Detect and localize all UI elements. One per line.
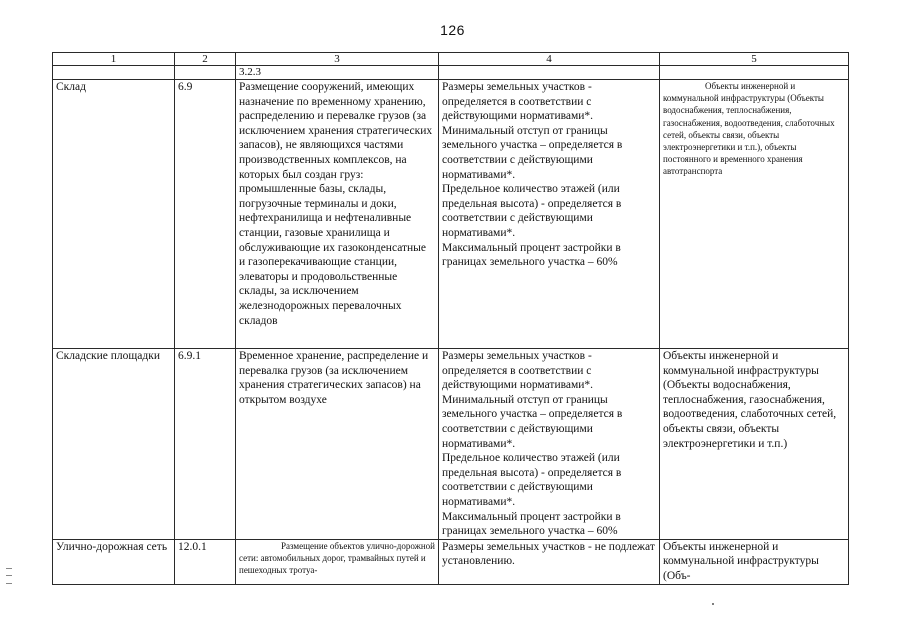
scan-speck <box>712 603 714 605</box>
use-name: Склад <box>53 80 175 349</box>
use-name: Складские площадки <box>53 349 175 540</box>
table-row <box>53 80 849 349</box>
parameter-line: Максимальный процент застройки в границах земельного участка – 60% <box>442 241 621 269</box>
use-parameters <box>439 80 660 349</box>
column-number: 2 <box>175 53 236 66</box>
parameter-line: Предельное количество этажей (или предельная высота) - определяется в соответствии с действующими нормативами*. <box>442 183 622 239</box>
column-number: 4 <box>439 53 660 66</box>
use-parameters <box>439 349 660 540</box>
parameter-line: Предельное количество этажей (или предельная высота) - определяется в соответствии с действующими нормативами*. <box>442 452 622 508</box>
column-number: 3 <box>236 53 439 66</box>
parameter-line: Размеры земельных участков - определяется в соответствии с действующими нормативами*. <box>442 350 594 392</box>
use-code: 6.9 <box>175 80 236 349</box>
empty-cell <box>439 66 660 80</box>
land-use-table <box>52 52 849 585</box>
section-code: 3.2.3 <box>236 66 439 80</box>
section-row <box>53 66 849 80</box>
use-description-text: Размещение объектов улично-дорожной сети: автомобильных дорог, трамвайных путей и пешеходных тротуа- <box>239 540 435 576</box>
page-number: 126 <box>440 22 465 38</box>
parameter-line: Размеры земельных участков - определяется в соответствии с действующими нормативами*. <box>442 81 594 123</box>
margin-mark <box>6 568 12 584</box>
empty-cell <box>175 66 236 80</box>
column-number-row <box>53 53 849 66</box>
empty-cell <box>660 66 849 80</box>
parameter-line: Минимальный отступ от границы земельного участка – определяется в соответствии с действующими нормативами*. <box>442 124 623 181</box>
parameter-line: Размеры земельных участков - не подлежат установлению. <box>442 540 655 568</box>
use-code: 12.0.1 <box>175 539 236 584</box>
parameter-line: Минимальный отступ от границы земельного участка – определяется в соответствии с действующими нормативами*. <box>442 393 623 450</box>
use-description: Временное хранение, распределение и перевалка грузов (за исключением хранения стратегических запасов) на открытом воздухе <box>236 349 439 540</box>
auxiliary-objects: Объекты инженерной и коммунальной инфраструктуры (Объ- <box>660 539 849 584</box>
table-row <box>53 349 849 540</box>
use-code: 6.9.1 <box>175 349 236 540</box>
auxiliary-objects: Объекты инженерной и коммунальной инфраструктуры (Объекты водоснабжения, теплоснабжения, газоснабжения, водоотведения, слаботочных сетей, объекты связи, объекты электроэнергетики и т.п.) <box>660 349 849 540</box>
auxiliary-objects-text: Объекты инженерной и коммунальной инфраструктуры (Объекты водоснабжения, теплоснабжения, газоснабжения, водоотведения, слаботочных сетей, объекты связи, объекты электроэнергетики и т.п.), объекты постоянного и временного хранения автотранспорта <box>663 81 835 177</box>
use-description <box>236 539 439 584</box>
empty-cell <box>53 66 175 80</box>
parameter-line: Максимальный процент застройки в границах земельного участка – 60% <box>442 510 621 538</box>
column-number: 1 <box>53 53 175 66</box>
auxiliary-objects <box>660 80 849 349</box>
use-description: Размещение сооружений, имеющих назначение по временному хранению, распределению и перевалке грузов (за исключением хранения стратегических запасов), не являющихся частями производственных комплексов, на которых был создан груз: промышленные базы, склады, погрузочные терминалы и доки, нефтехранилища и нефтеналивные станции, газовые хранилища и обслуживающие их газоконденсатные и газоперекачивающие станции, элеваторы и продовольственные склады, за исключением железнодорожных перевалочных складов <box>236 80 439 349</box>
column-number: 5 <box>660 53 849 66</box>
use-name: Улично-дорожная сеть <box>53 539 175 584</box>
table-row <box>53 539 849 584</box>
use-parameters <box>439 539 660 584</box>
